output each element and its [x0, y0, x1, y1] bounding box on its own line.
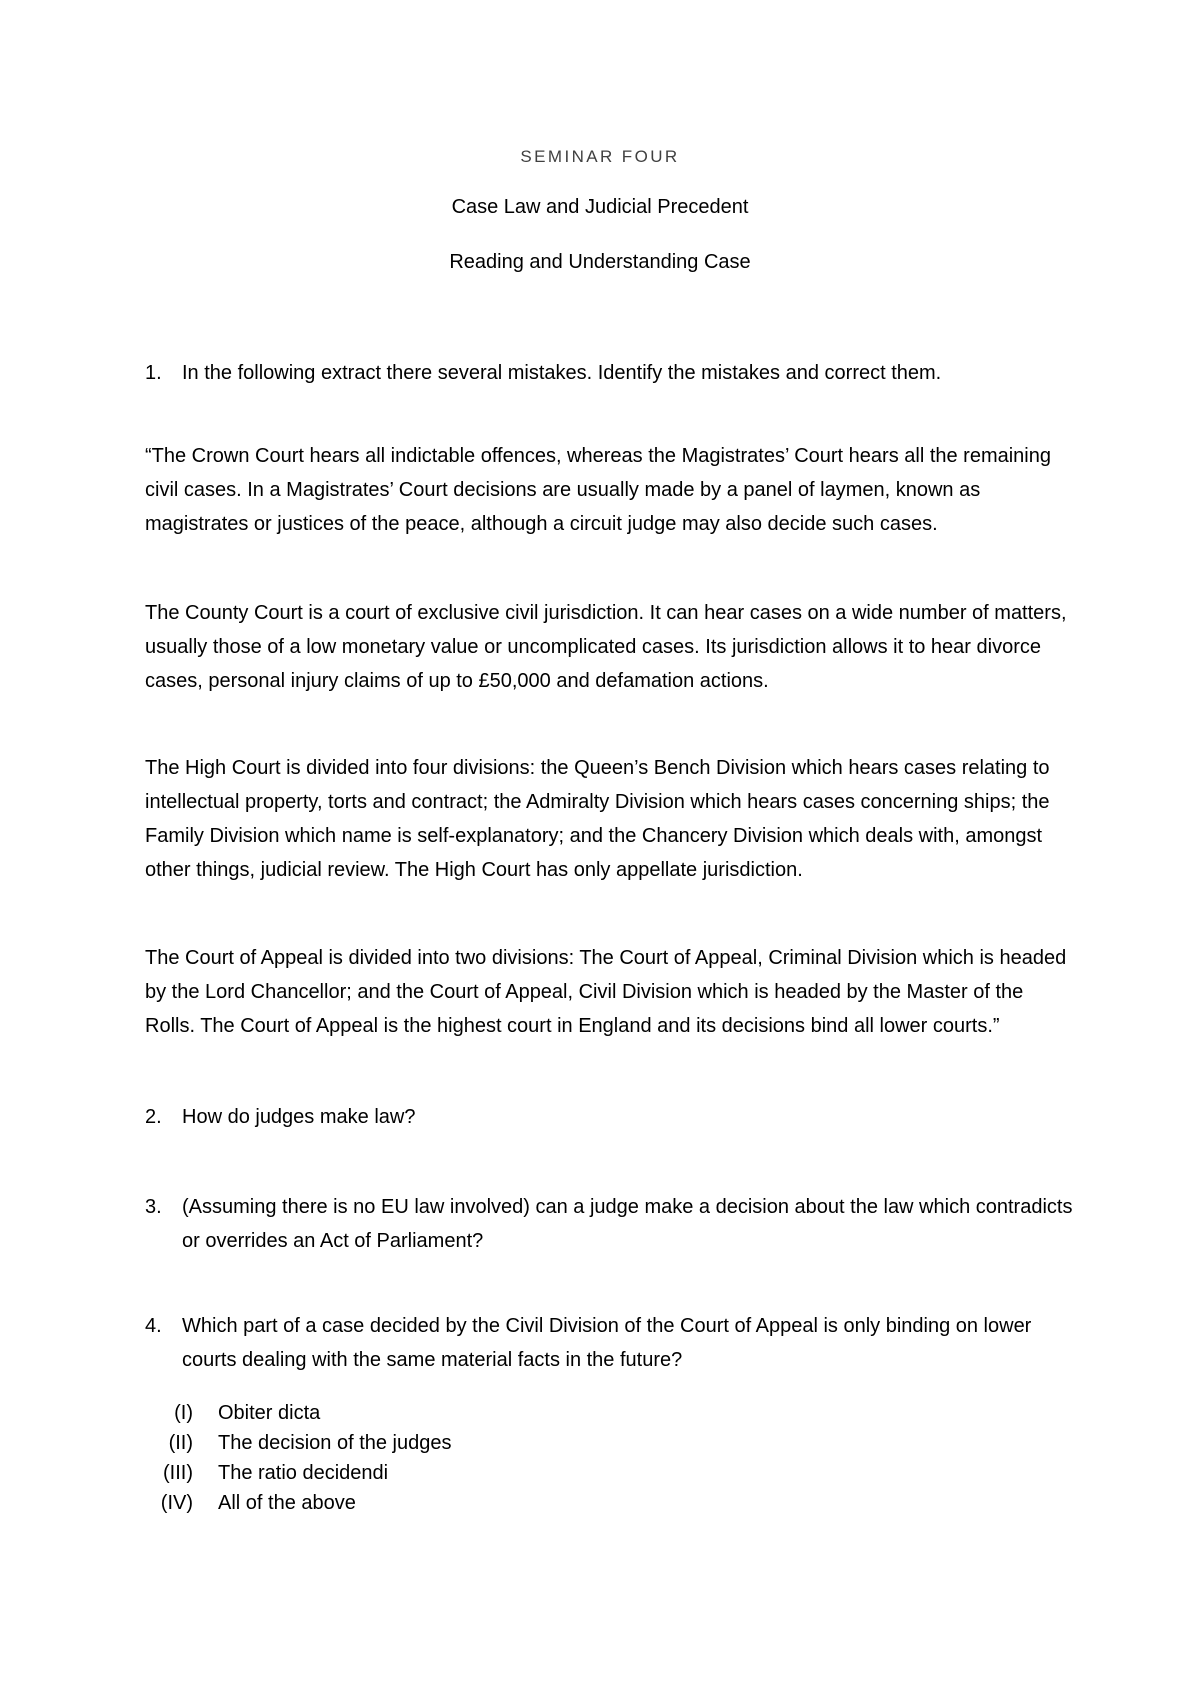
extract-paragraph-1: “The Crown Court hears all indictable offences, whereas the Magistrates’ Court hears all the remaining civil cases. In a Magistrates’ Court decisions are usually made by a panel of laymen, known as magistrates or justices of the peace, although a circuit judge may also decide such cases.: [145, 445, 1051, 535]
option-text: All of the above: [218, 1492, 356, 1514]
question-text: How do judges make law?: [182, 1106, 416, 1128]
question-text: In the following extract there several mistakes. Identify the mistakes and correct them.: [182, 362, 942, 384]
seminar-heading: SEMINAR FOUR: [520, 147, 680, 166]
option-i: [145, 1398, 320, 1428]
option-label: (I): [174, 1402, 193, 1424]
option-label: (III): [163, 1462, 193, 1484]
question-number: 3.: [145, 1196, 162, 1218]
question-3: [145, 1190, 1075, 1258]
question-text: Which part of a case decided by the Civil Division of the Court of Appeal is only binding on lower courts dealing with the same material facts in the future?: [182, 1315, 1032, 1371]
question-1: [145, 356, 1075, 390]
extract-paragraph-2: The County Court is a court of exclusive civil jurisdiction. It can hear cases on a wide number of matters, usually those of a low monetary value or uncomplicated cases. Its jurisdiction allows it to hear divorce cases, personal injury claims of up to £50,000 and defamation actions.: [145, 602, 1067, 692]
question-text: (Assuming there is no EU law involved) can a judge make a decision about the law which contradicts or overrides an Act of Parliament?: [182, 1196, 1073, 1252]
option-label: (IV): [160, 1492, 193, 1514]
question-2: [145, 1100, 1075, 1134]
option-text: Obiter dicta: [218, 1402, 321, 1424]
document-title: Case Law and Judicial Precedent: [451, 196, 749, 218]
question-number: 4.: [145, 1315, 162, 1337]
question-4: [145, 1309, 1075, 1377]
option-iii: [145, 1458, 388, 1488]
option-iv: [145, 1488, 356, 1518]
question-number: 2.: [145, 1106, 162, 1128]
option-text: The decision of the judges: [218, 1432, 452, 1454]
document-subtitle: Reading and Understanding Case: [449, 251, 751, 273]
option-text: The ratio decidendi: [218, 1462, 389, 1484]
option-label: (II): [168, 1432, 193, 1454]
extract-paragraph-4: The Court of Appeal is divided into two divisions: The Court of Appeal, Criminal Division which is headed by the Lord Chancellor; and the Court of Appeal, Civil Division which is headed by the Master of the Rolls. The Court of Appeal is the highest court in England and its decisions bind all lower courts.”: [145, 947, 1067, 1037]
option-ii: [145, 1428, 452, 1458]
question-number: 1.: [145, 362, 162, 384]
extract-paragraph-3: The High Court is divided into four divisions: the Queen’s Bench Division which hears cases relating to intellectual property, torts and contract; the Admiralty Division which hears cases concerning ships; the Family Division which name is self-explanatory; and the Chancery Division which deals with, amongst other things, judicial review. The High Court has only appellate jurisdiction.: [145, 757, 1050, 881]
